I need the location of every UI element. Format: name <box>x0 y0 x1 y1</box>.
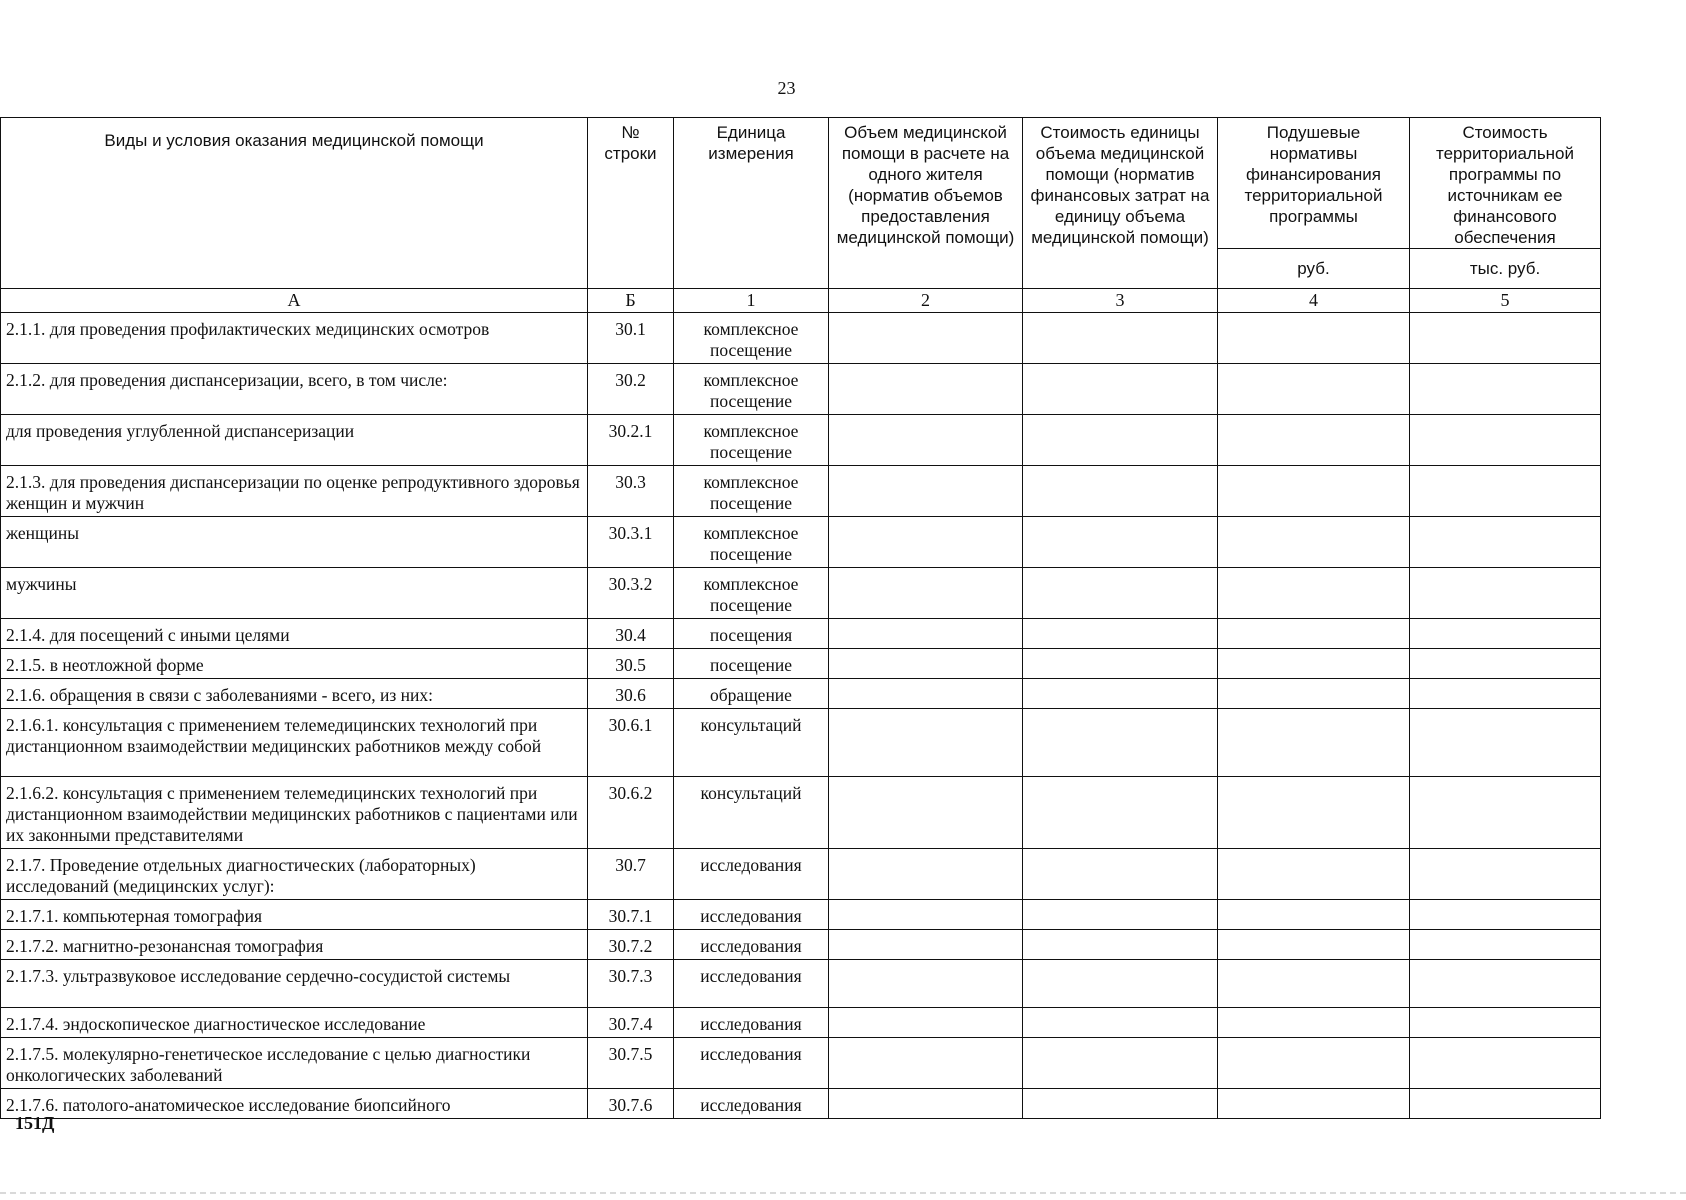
row-unit-cost-cell <box>1023 709 1218 777</box>
row-number-cell: 30.7.5 <box>588 1038 674 1089</box>
header-row-number: № строки <box>588 118 674 289</box>
row-unit-cost-cell <box>1023 517 1218 568</box>
row-unit-cost-cell <box>1023 649 1218 679</box>
row-number-cell: 30.3 <box>588 466 674 517</box>
row-per-capita-cell <box>1218 900 1410 930</box>
row-per-capita-cell <box>1218 649 1410 679</box>
row-program-cost-cell <box>1410 517 1601 568</box>
row-program-cost-cell <box>1410 619 1601 649</box>
row-volume-cell <box>829 777 1023 849</box>
row-number-cell: 30.5 <box>588 649 674 679</box>
row-number-cell: 30.2.1 <box>588 415 674 466</box>
row-name-cell: 2.1.3. для проведения диспансеризации по оценке репродуктивного здоровья женщин и мужчин <box>1 466 588 517</box>
row-program-cost-cell <box>1410 466 1601 517</box>
row-number-cell: 30.3.2 <box>588 568 674 619</box>
row-program-cost-cell <box>1410 568 1601 619</box>
row-unit-cell: комплексное посещение <box>674 415 829 466</box>
row-name-cell: 2.1.7.4. эндоскопическое диагностическое исследование <box>1 1008 588 1038</box>
table-row <box>1 517 1601 568</box>
table-row <box>1 849 1601 900</box>
row-per-capita-cell <box>1218 1038 1410 1089</box>
row-per-capita-cell <box>1218 930 1410 960</box>
row-per-capita-cell <box>1218 517 1410 568</box>
medical-care-table <box>0 117 1601 1119</box>
row-unit-cost-cell <box>1023 849 1218 900</box>
row-unit-cell: консультаций <box>674 777 829 849</box>
row-unit-cost-cell <box>1023 679 1218 709</box>
medical-care-table-container <box>0 117 1600 1119</box>
row-unit-cost-cell <box>1023 415 1218 466</box>
row-volume-cell <box>829 1089 1023 1119</box>
letter-row-body <box>1 289 1601 313</box>
row-number-cell: 30.6.2 <box>588 777 674 849</box>
row-volume-cell <box>829 415 1023 466</box>
row-unit-cell: комплексное посещение <box>674 568 829 619</box>
table-row <box>1 568 1601 619</box>
row-name-cell: 2.1.7.5. молекулярно-генетическое исследование с целью диагностики онкологических заболеваний <box>1 1038 588 1089</box>
row-unit-cell: посещение <box>674 649 829 679</box>
table-row <box>1 709 1601 777</box>
row-unit-cost-cell <box>1023 313 1218 364</box>
row-program-cost-cell <box>1410 849 1601 900</box>
row-name-cell: женщины <box>1 517 588 568</box>
row-volume-cell <box>829 1008 1023 1038</box>
scan-edge-decoration <box>0 1192 1686 1194</box>
row-per-capita-cell <box>1218 849 1410 900</box>
row-number-cell: 30.7.4 <box>588 1008 674 1038</box>
table-row <box>1 777 1601 849</box>
row-unit-cost-cell <box>1023 960 1218 1008</box>
row-program-cost-cell <box>1410 1038 1601 1089</box>
row-program-cost-cell <box>1410 679 1601 709</box>
row-per-capita-cell <box>1218 679 1410 709</box>
column-index-cell: 3 <box>1023 289 1218 313</box>
row-volume-cell <box>829 930 1023 960</box>
row-name-cell: 2.1.2. для проведения диспансеризации, всего, в том числе: <box>1 364 588 415</box>
row-volume-cell <box>829 568 1023 619</box>
row-number-cell: 30.4 <box>588 619 674 649</box>
header-unit-cost: Стоимость единицы объема медицинской помощи (норматив финансовых затрат на единицу объема медицинской помощи) <box>1023 118 1218 289</box>
row-name-cell: 2.1.1. для проведения профилактических медицинских осмотров <box>1 313 588 364</box>
row-name-cell: 2.1.5. в неотложной форме <box>1 649 588 679</box>
table-row <box>1 1038 1601 1089</box>
row-unit-cost-cell <box>1023 466 1218 517</box>
row-per-capita-cell <box>1218 1089 1410 1119</box>
row-unit-cost-cell <box>1023 1038 1218 1089</box>
row-program-cost-cell <box>1410 777 1601 849</box>
row-name-cell: 2.1.7.1. компьютерная томография <box>1 900 588 930</box>
row-unit-cell: комплексное посещение <box>674 466 829 517</box>
row-volume-cell <box>829 313 1023 364</box>
row-name-cell: 2.1.6. обращения в связи с заболеваниями - всего, из них: <box>1 679 588 709</box>
row-unit-cell: консультаций <box>674 709 829 777</box>
row-name-cell: 2.1.6.2. консультация с применением телемедицинских технологий при дистанционном взаимодействии медицинских работников с пациентами или их законными представителями <box>1 777 588 849</box>
row-unit-cell: комплексное посещение <box>674 313 829 364</box>
row-unit-cost-cell <box>1023 568 1218 619</box>
row-program-cost-cell <box>1410 364 1601 415</box>
row-number-cell: 30.7.6 <box>588 1089 674 1119</box>
row-unit-cost-cell <box>1023 900 1218 930</box>
row-unit-cost-cell <box>1023 619 1218 649</box>
row-number-cell: 30.7.3 <box>588 960 674 1008</box>
row-program-cost-cell <box>1410 1089 1601 1119</box>
table-row <box>1 313 1601 364</box>
table-row <box>1 930 1601 960</box>
footer-document-code: 151Д <box>15 1113 55 1133</box>
row-volume-cell <box>829 364 1023 415</box>
row-volume-cell <box>829 679 1023 709</box>
header-program-cost: Стоимость территориальной программы по источникам ее финансового обеспечения <box>1410 118 1601 249</box>
row-name-cell: 2.1.6.1. консультация с применением телемедицинских технологий при дистанционном взаимодействии медицинских работников между собой <box>1 709 588 777</box>
row-unit-cell: исследования <box>674 1008 829 1038</box>
table-header <box>1 118 1601 289</box>
row-unit-cell: исследования <box>674 900 829 930</box>
column-index-cell: 4 <box>1218 289 1410 313</box>
row-unit-cell: исследования <box>674 1038 829 1089</box>
row-per-capita-cell <box>1218 568 1410 619</box>
row-unit-cell: комплексное посещение <box>674 364 829 415</box>
row-program-cost-cell <box>1410 415 1601 466</box>
row-name-cell: мужчины <box>1 568 588 619</box>
header-program-cost-unit: тыс. руб. <box>1410 249 1601 289</box>
column-index-cell: А <box>1 289 588 313</box>
row-volume-cell <box>829 849 1023 900</box>
row-unit-cost-cell <box>1023 364 1218 415</box>
row-per-capita-cell <box>1218 709 1410 777</box>
row-volume-cell <box>829 709 1023 777</box>
table-body <box>1 313 1601 1119</box>
row-number-cell: 30.6 <box>588 679 674 709</box>
row-volume-cell <box>829 960 1023 1008</box>
row-volume-cell <box>829 649 1023 679</box>
row-per-capita-cell <box>1218 364 1410 415</box>
row-name-cell: 2.1.7.3. ультразвуковое исследование сердечно-сосудистой системы <box>1 960 588 1008</box>
row-unit-cell: исследования <box>674 930 829 960</box>
header-unit: Единица измерения <box>674 118 829 289</box>
row-volume-cell <box>829 619 1023 649</box>
table-row <box>1 415 1601 466</box>
table-row <box>1 960 1601 1008</box>
row-name-cell: для проведения углубленной диспансеризации <box>1 415 588 466</box>
header-per-capita-unit: руб. <box>1218 249 1410 289</box>
row-volume-cell <box>829 466 1023 517</box>
column-index-cell: 1 <box>674 289 829 313</box>
page-number: 23 <box>777 78 796 98</box>
row-per-capita-cell <box>1218 619 1410 649</box>
row-number-cell: 30.7 <box>588 849 674 900</box>
row-name-cell: 2.1.4. для посещений с иными целями <box>1 619 588 649</box>
table-row <box>1 1089 1601 1119</box>
row-per-capita-cell <box>1218 960 1410 1008</box>
column-index-cell: 2 <box>829 289 1023 313</box>
table-row <box>1 900 1601 930</box>
row-unit-cell: обращение <box>674 679 829 709</box>
row-unit-cell: исследования <box>674 960 829 1008</box>
column-index-cell: 5 <box>1410 289 1601 313</box>
row-unit-cost-cell <box>1023 1008 1218 1038</box>
header-row <box>1 118 1601 249</box>
header-care-types: Виды и условия оказания медицинской помощи <box>1 118 588 289</box>
row-name-cell: 2.1.7.2. магнитно-резонансная томография <box>1 930 588 960</box>
row-volume-cell <box>829 517 1023 568</box>
column-index-row <box>1 289 1601 313</box>
row-number-cell: 30.7.1 <box>588 900 674 930</box>
row-program-cost-cell <box>1410 649 1601 679</box>
table-row <box>1 649 1601 679</box>
table-row <box>1 619 1601 649</box>
row-name-cell: 2.1.7.6. патолого-анатомическое исследование биопсийного <box>1 1089 588 1119</box>
row-program-cost-cell <box>1410 709 1601 777</box>
row-number-cell: 30.7.2 <box>588 930 674 960</box>
row-unit-cost-cell <box>1023 777 1218 849</box>
row-program-cost-cell <box>1410 1008 1601 1038</box>
row-per-capita-cell <box>1218 777 1410 849</box>
row-volume-cell <box>829 900 1023 930</box>
table-row <box>1 466 1601 517</box>
row-volume-cell <box>829 1038 1023 1089</box>
row-number-cell: 30.1 <box>588 313 674 364</box>
table-row <box>1 1008 1601 1038</box>
row-number-cell: 30.2 <box>588 364 674 415</box>
header-per-capita: Подушевые нормативы финансирования территориальной программы <box>1218 118 1410 249</box>
row-program-cost-cell <box>1410 900 1601 930</box>
row-unit-cost-cell <box>1023 1089 1218 1119</box>
row-program-cost-cell <box>1410 313 1601 364</box>
row-number-cell: 30.6.1 <box>588 709 674 777</box>
column-index-cell: Б <box>588 289 674 313</box>
row-unit-cost-cell <box>1023 930 1218 960</box>
row-per-capita-cell <box>1218 466 1410 517</box>
row-per-capita-cell <box>1218 313 1410 364</box>
row-unit-cell: посещения <box>674 619 829 649</box>
table-row <box>1 679 1601 709</box>
row-per-capita-cell <box>1218 415 1410 466</box>
row-per-capita-cell <box>1218 1008 1410 1038</box>
row-name-cell: 2.1.7. Проведение отдельных диагностических (лабораторных) исследований (медицинских услуг): <box>1 849 588 900</box>
row-number-cell: 30.3.1 <box>588 517 674 568</box>
header-volume: Объем медицинской помощи в расчете на одного жителя (норматив объемов предоставления медицинской помощи) <box>829 118 1023 289</box>
row-program-cost-cell <box>1410 960 1601 1008</box>
table-row <box>1 364 1601 415</box>
row-unit-cell: исследования <box>674 849 829 900</box>
row-unit-cell: комплексное посещение <box>674 517 829 568</box>
row-unit-cell: исследования <box>674 1089 829 1119</box>
row-program-cost-cell <box>1410 930 1601 960</box>
